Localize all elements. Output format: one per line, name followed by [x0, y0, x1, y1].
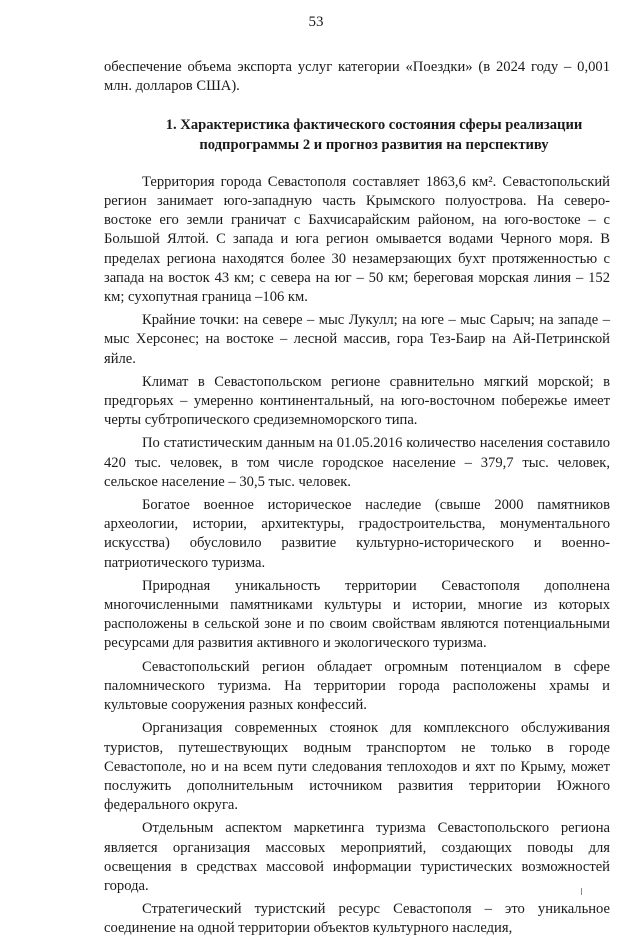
paragraph-marketing: Отдельным аспектом маркетинга туризма Севастопольского региона является организация массовых мероприятий, создающих поводы для освещения в средствах массовой информации туристических возможностей города. — [104, 820, 610, 894]
paragraph-water-transport: Организация современных стоянок для комплексного обслуживания туристов, путешествующих водным транспортом не только в городе Севастополе, но и на всем пути следования теплоходов и яхт по Крыму, может послужить дополнительным источником развития территории Южного федерального округа. — [104, 720, 610, 814]
paragraph-population: По статистическим данным на 01.05.2016 количество населения составило 420 тыс. человек, в том числе городское население – 379,7 тыс. человек, сельское население – 30,5 тыс. человек. — [104, 435, 610, 490]
document-body — [104, 58, 610, 939]
paragraph-extreme-points: Крайние точки: на севере – мыс Лукулл; на юге – мыс Сарыч; на западе – мыс Херсонес; на востоке – лесной массив, гора Тез-Баир на Ай-Петринской яйле. — [104, 312, 610, 367]
section-title-line-1: 1. Характеристика фактического состояния сферы реализации — [165, 117, 583, 134]
paragraph-territory: Территория города Севастополя составляет 1863,6 км². Севастопольский регион занимает юго-западную часть Крымского полуострова. На северо-востоке его земли граничат с Бахчисарайским районом, на юго-востоке – с Большой Ялтой. С запада и юга регион омывается водами Черного моря. В пределах региона находятся более 30 незамерзающих бухт протяженностью с запада на восток 43 км; с севера на юг – 50 км; береговая морская линия – 152 км; сухопутная граница –106 км. — [104, 173, 610, 306]
paragraph-pilgrimage: Севастопольский регион обладает огромным потенциалом в сфере паломнического туризма. На территории города расположены храмы и культовые сооружения разных конфессий. — [104, 658, 610, 714]
paragraph-climate: Климат в Севастопольском регионе сравнительно мягкий морской; в предгорьях – умеренно континентальный, на юго-восточном побережье имеет черты субтропического средиземноморского типа. — [104, 373, 610, 429]
section-title-line-2: подпрограммы 2 и прогноз развития на перспективу — [199, 136, 549, 153]
section-title — [104, 116, 610, 154]
page-number: 53 — [308, 14, 324, 30]
intro-paragraph: обеспечение объема экспорта услуг категории «Поездки» (в 2024 году – 0,001 млн. долларов США). — [104, 59, 610, 95]
paragraph-strategic-resource: Стратегический туристский ресурс Севастополя – это уникальное соединение на одной территории объектов культурного наследия, — [104, 901, 610, 937]
paragraph-natural-uniqueness: Природная уникальность территории Севастополя дополнена многочисленными памятниками культуры и истории, многие из которых расположены в сельской зоне и по своим свойствам являются потенциальными ресурсами для развития активного и экологического туризма. — [104, 577, 610, 652]
paragraph-heritage: Богатое военное историческое наследие (свыше 2000 памятников археологии, истории, архитектуры, градостроительства, монументального искусства) обусловило развитие культурно-исторического и военно-патриотического туризма. — [104, 497, 610, 571]
scan-mark — [581, 888, 586, 895]
